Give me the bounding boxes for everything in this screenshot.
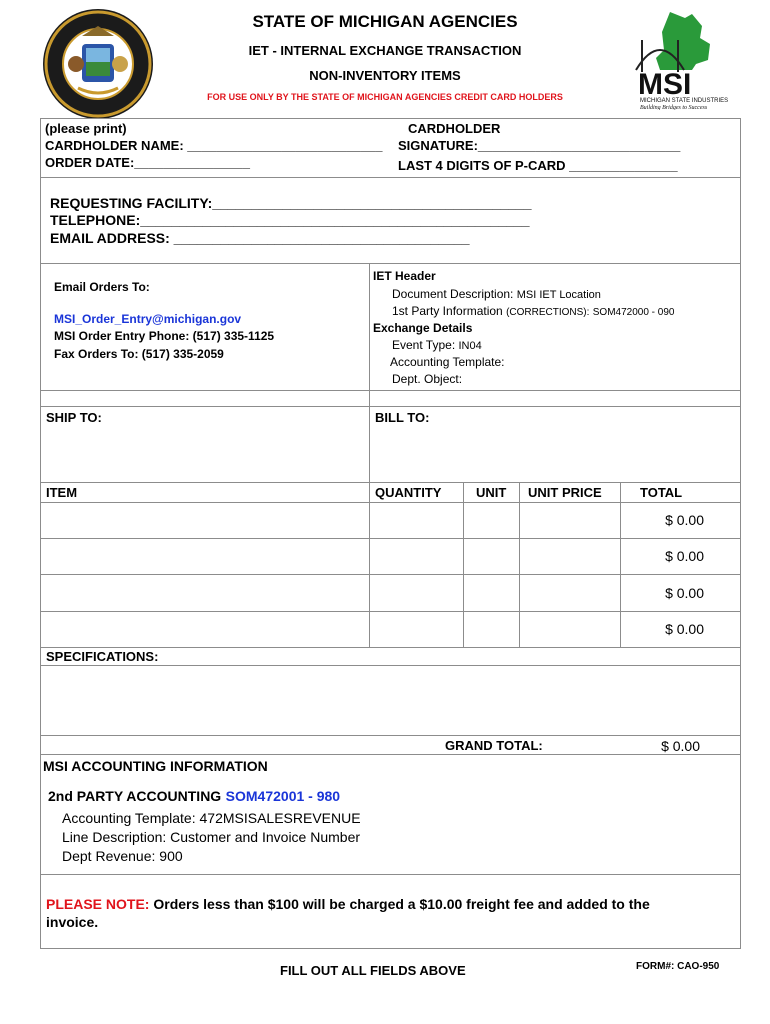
first-party-info xyxy=(392,304,674,318)
dept-object-label: Dept. Object: xyxy=(392,372,463,386)
form-number: FORM#: CAO-950 xyxy=(636,961,720,972)
please-print-label: (please print) xyxy=(45,121,127,136)
note-label: PLEASE NOTE: xyxy=(46,896,150,912)
exchange-details-label: Exchange Details xyxy=(373,321,473,335)
accounting-template-label: Accounting Template: xyxy=(390,355,505,369)
first-party-value: SOM472000 - 090 xyxy=(592,307,675,318)
msi-logo xyxy=(630,10,730,110)
order-date-field[interactable]: ORDER DATE:________________ xyxy=(45,155,250,170)
form-border-bottom xyxy=(40,948,741,949)
department-seal xyxy=(42,8,154,120)
form-subtitle: IET - INTERNAL EXCHANGE TRANSACTION xyxy=(248,43,522,58)
divider xyxy=(40,874,741,875)
event-type-value: IN04 xyxy=(458,340,482,352)
cardholder-label: CARDHOLDER xyxy=(408,121,501,136)
divider xyxy=(40,754,741,755)
ship-to-label[interactable]: SHIP TO: xyxy=(46,410,102,425)
col-header-unit-price: UNIT PRICE xyxy=(528,485,602,500)
freight-note xyxy=(46,896,650,912)
order-phone: MSI Order Entry Phone: (517) 335-1125 xyxy=(54,329,275,343)
table-col-divider xyxy=(519,482,520,648)
event-type xyxy=(392,338,482,352)
divider xyxy=(40,482,741,483)
fill-out-instruction: FILL OUT ALL FIELDS ABOVE xyxy=(280,963,466,978)
form-subtitle-2: NON-INVENTORY ITEMS xyxy=(309,68,461,83)
event-type-label: Event Type: xyxy=(392,338,456,352)
requesting-facility-field[interactable]: REQUESTING FACILITY:_________________________________________ xyxy=(50,195,532,211)
freight-note-cont: invoice. xyxy=(46,914,99,930)
msi-accounting-template: Accounting Template: 472MSISALESREVENUE xyxy=(62,810,361,826)
row-total: $ 0.00 xyxy=(665,512,704,528)
order-email-link[interactable]: MSI_Order_Entry@michigan.gov xyxy=(54,312,242,326)
grand-total-label: GRAND TOTAL: xyxy=(445,738,543,753)
table-row-divider xyxy=(40,538,741,539)
column-divider xyxy=(369,263,370,483)
cardholder-name-field[interactable]: CARDHOLDER NAME: ___________________________ xyxy=(45,138,383,153)
page-title: STATE OF MICHIGAN AGENCIES xyxy=(252,12,518,31)
table-row-divider xyxy=(40,647,741,648)
doc-desc-label: Document Description: xyxy=(392,287,514,301)
last4-pcard-field[interactable]: LAST 4 DIGITS OF P-CARD _______________ xyxy=(398,158,678,173)
form-border-right xyxy=(740,118,741,949)
divider xyxy=(40,390,741,391)
msi-line-description: Line Description: Customer and Invoice Number xyxy=(62,829,361,845)
grand-total-value: $ 0.00 xyxy=(661,738,700,754)
second-party-label: 2nd PARTY ACCOUNTING xyxy=(48,788,222,804)
divider xyxy=(40,263,741,264)
form-border-left xyxy=(40,118,41,949)
table-col-divider xyxy=(463,482,464,648)
col-header-unit: UNIT xyxy=(476,485,507,500)
table-col-divider xyxy=(369,482,370,648)
iet-header-label: IET Header xyxy=(373,269,436,283)
table-row-divider xyxy=(40,611,741,612)
email-orders-label: Email Orders To: xyxy=(54,280,150,294)
bill-to-label[interactable]: BILL TO: xyxy=(375,410,430,425)
table-row-divider xyxy=(40,574,741,575)
divider xyxy=(40,665,741,666)
msi-logo-tagline: MICHIGAN STATE INDUSTRIES xyxy=(640,98,729,104)
col-header-quantity: QUANTITY xyxy=(375,485,442,500)
divider xyxy=(40,177,741,178)
second-party-accounting xyxy=(48,788,340,806)
signature-field[interactable]: SIGNATURE:____________________________ xyxy=(398,138,681,153)
email-address-field[interactable]: EMAIL ADDRESS: ______________________________________ xyxy=(50,230,470,246)
first-party-label: 1st Party Information xyxy=(392,304,503,318)
msi-accounting-title: MSI ACCOUNTING INFORMATION xyxy=(43,758,268,774)
order-fax: Fax Orders To: (517) 335-2059 xyxy=(54,347,224,361)
msi-logo-slogan: Building Bridges to Success xyxy=(640,105,708,110)
doc-desc-value: MSI IET Location xyxy=(516,289,601,301)
telephone-field[interactable]: TELEPHONE:__________________________________________________ xyxy=(50,212,530,228)
divider xyxy=(40,406,741,407)
document-description xyxy=(392,287,601,301)
second-party-value: SOM472001 - 980 xyxy=(225,788,341,804)
row-total: $ 0.00 xyxy=(665,585,704,601)
col-header-total: TOTAL xyxy=(640,485,683,500)
note-text: Orders less than $100 will be charged a $10.00 freight fee and added to the xyxy=(153,896,650,912)
row-total: $ 0.00 xyxy=(665,548,704,564)
msi-logo-text: MSI xyxy=(638,68,692,101)
col-header-item: ITEM xyxy=(46,485,78,500)
first-party-note: (CORRECTIONS): xyxy=(506,307,590,318)
usage-notice: FOR USE ONLY BY THE STATE OF MICHIGAN AGENCIES CREDIT CARD HOLDERS xyxy=(207,92,563,102)
table-row-divider xyxy=(40,502,741,503)
msi-dept-revenue: Dept Revenue: 900 xyxy=(62,848,183,864)
form-border-top xyxy=(40,118,741,119)
divider xyxy=(40,735,741,736)
row-total: $ 0.00 xyxy=(665,621,704,637)
specifications-label[interactable]: SPECIFICATIONS: xyxy=(46,649,159,664)
